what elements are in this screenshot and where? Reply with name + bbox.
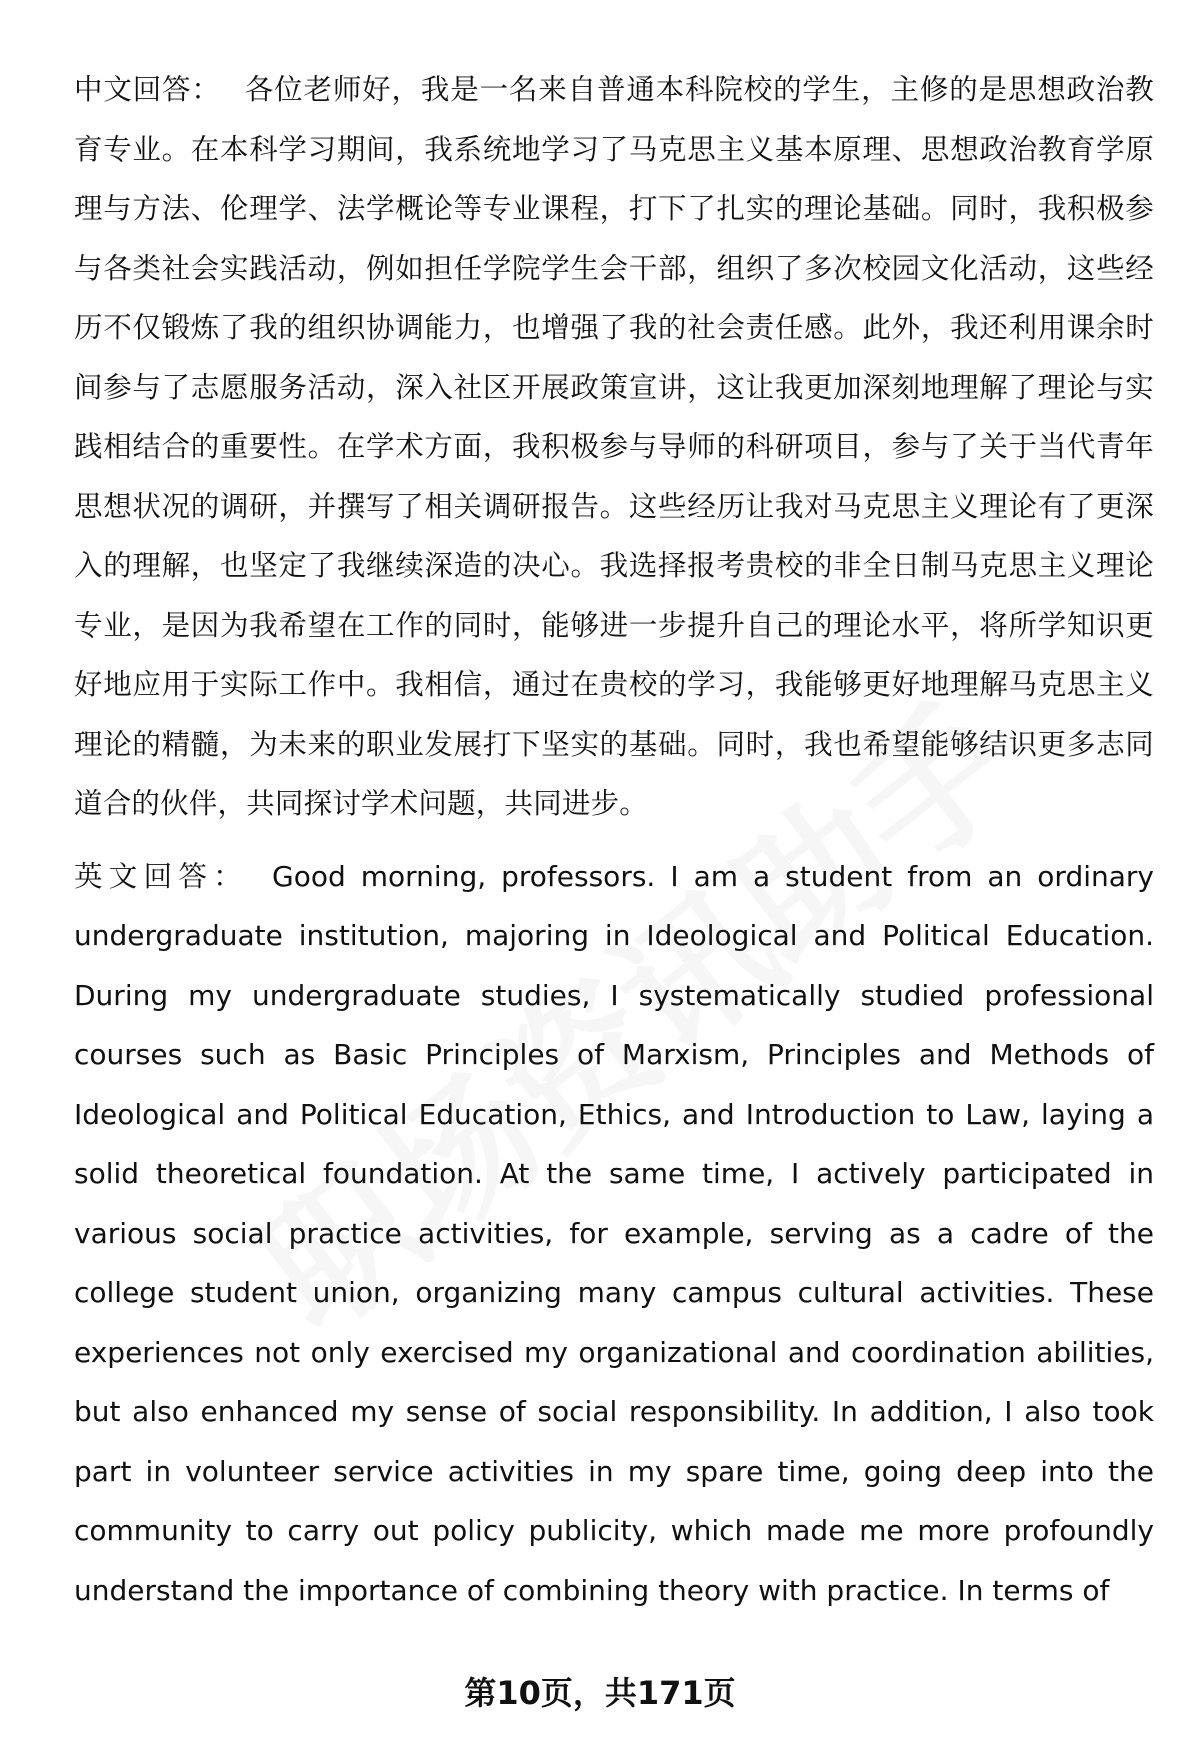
english-answer-paragraph [74, 847, 1154, 1621]
chinese-answer-paragraph [74, 60, 1154, 834]
english-answer-text: Good morning, professors. I am a student from an ordinary undergraduate institution, majoring in Ideological and Political Education. During my undergraduate studies, I systematically studied professional courses such as Basic Principles of Marxism, Principles and Methods of Ideological and Political Education, Ethics, and Introduction to Law, laying a solid theoretical foundation. At the same time, I actively participated in various social practice activities, for example, serving as a cadre of the college student union, organizing many campus cultural activities. These experiences not only exercised my organizational and coordination abilities, but also enhanced my sense of social responsibility. In addition, I also took part in volunteer service activities in my spare time, going deep into the community to carry out policy publicity, which made me more profoundly understand the importance of combining theory with practice. In terms of [74, 859, 1154, 1607]
english-answer-label: 英文回答： [74, 859, 249, 893]
chinese-answer-label: 中文回答： [74, 73, 221, 106]
page-number-footer: 第10页，共171页 [464, 1674, 736, 1712]
document-body [74, 60, 1154, 1620]
chinese-answer-text: 各位老师好，我是一名来自普通本科院校的学生，主修的是思想政治教育专业。在本科学习期间，我系统地学习了马克思主义基本原理、思想政治教育学原理与方法、伦理学、法学概论等专业课程，打下了扎实的理论基础。同时，我积极参与各类社会实践活动，例如担任学院学生会干部，组织了多次校园文化活动，这些经历不仅锻炼了我的组织协调能力，也增强了我的社会责任感。此外，我还利用课余时间参与了志愿服务活动，深入社区开展政策宣讲，这让我更加深刻地理解了理论与实践相结合的重要性。在学术方面，我积极参与导师的科研项目，参与了关于当代青年思想状况的调研，并撰写了相关调研报告。这些经历让我对马克思主义理论有了更深入的理解，也坚定了我继续深造的决心。我选择报考贵校的非全日制马克思主义理论专业，是因为我希望在工作的同时，能够进一步提升自己的理论水平，将所学知识更好地应用于实际工作中。我相信，通过在贵校的学习，我能够更好地理解马克思主义理论的精髓，为未来的职业发展打下坚实的基础。同时，我也希望能够结识更多志同道合的伙伴，共同探讨学术问题，共同进步。 [74, 73, 1154, 820]
